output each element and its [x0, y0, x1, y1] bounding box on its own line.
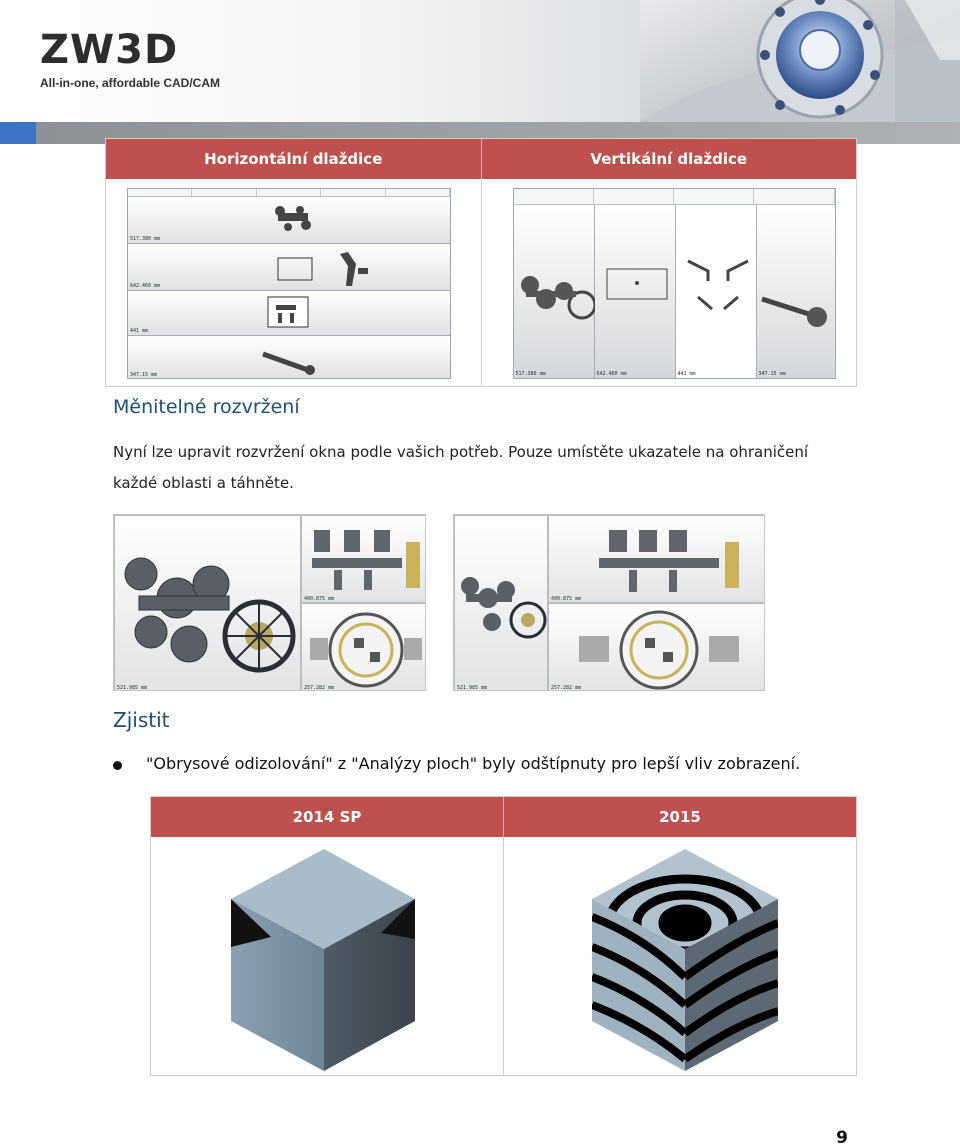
layout-screenshot-right [453, 514, 765, 691]
viewport-pane[interactable]: 521.985 mm [114, 515, 301, 691]
logo-text: ZW3D [40, 27, 179, 73]
horizontal-pane[interactable]: 347.15 mm [128, 336, 450, 379]
comparison-table [150, 796, 857, 1076]
logo-tagline: All-in-one, affordable CAD/CAM [40, 76, 220, 90]
cube-2014-cell [151, 837, 503, 1075]
tiling-table-body [106, 179, 856, 386]
viewport-pane[interactable]: 257.282 mm [301, 603, 426, 691]
comparison-table-body [151, 837, 856, 1075]
vertical-tiles-cell [481, 179, 857, 386]
column-horizontal-tiles: Horizontální dlaždice [204, 150, 383, 168]
column-2015: 2015 [503, 797, 856, 837]
bullet-dot [113, 761, 122, 770]
section-heading-layout: Měnitelné rozvržení [113, 396, 300, 418]
column-vertical-tiles: Vertikální dlaždice [481, 139, 857, 179]
layout-paragraph [113, 437, 853, 499]
vertical-pane[interactable]: 441 mm [676, 205, 757, 378]
layout-paragraph-line2: každé oblasti a táhněte. [113, 474, 294, 492]
viewport-pane[interactable]: 521.985 mm [454, 515, 548, 691]
page-number: 9 [836, 1128, 848, 1147]
horizontal-tiles-screenshot [127, 188, 451, 379]
comparison-table-header [151, 797, 856, 837]
horizontal-pane[interactable]: 642.460 mm [128, 244, 450, 291]
header-banner [0, 0, 960, 122]
cube-plain-image [151, 837, 494, 1077]
viewport-pane[interactable]: 257.282 mm [548, 603, 765, 691]
vertical-tiles-screenshot [513, 188, 836, 379]
column-2014-sp: 2014 SP [292, 808, 362, 826]
bullet-text: "Obrysové odizolování" z "Analýzy ploch" byly odštípnuty pro lepší vliv zobrazení. [146, 754, 801, 773]
tiling-table-header [106, 139, 856, 179]
tiling-table [105, 138, 857, 387]
zw3d-logo [40, 27, 220, 90]
horizontal-tiles-cell [106, 179, 481, 386]
horizontal-pane[interactable]: 441 mm [128, 291, 450, 336]
layout-screenshot-left [113, 514, 426, 691]
viewport-pane[interactable]: 400.875 mm [548, 515, 765, 603]
viewport-pane[interactable]: 400.875 mm [301, 515, 426, 603]
vertical-pane[interactable]: 517.380 mm [514, 205, 595, 378]
cube-2015-cell [503, 837, 856, 1075]
cube-contour-image [504, 837, 867, 1077]
vertical-pane[interactable]: 642.460 mm [595, 205, 676, 378]
mechanical-part-image [640, 0, 960, 122]
layout-paragraph-line1: Nyní lze upravit rozvržení okna podle vašich potřeb. Pouze umístěte ukazatele na ohraničení [113, 443, 809, 461]
vertical-pane[interactable]: 347.15 mm [757, 205, 836, 378]
horizontal-pane[interactable]: 517.380 mm [128, 197, 450, 244]
section-heading-find: Zjistit [113, 708, 170, 732]
